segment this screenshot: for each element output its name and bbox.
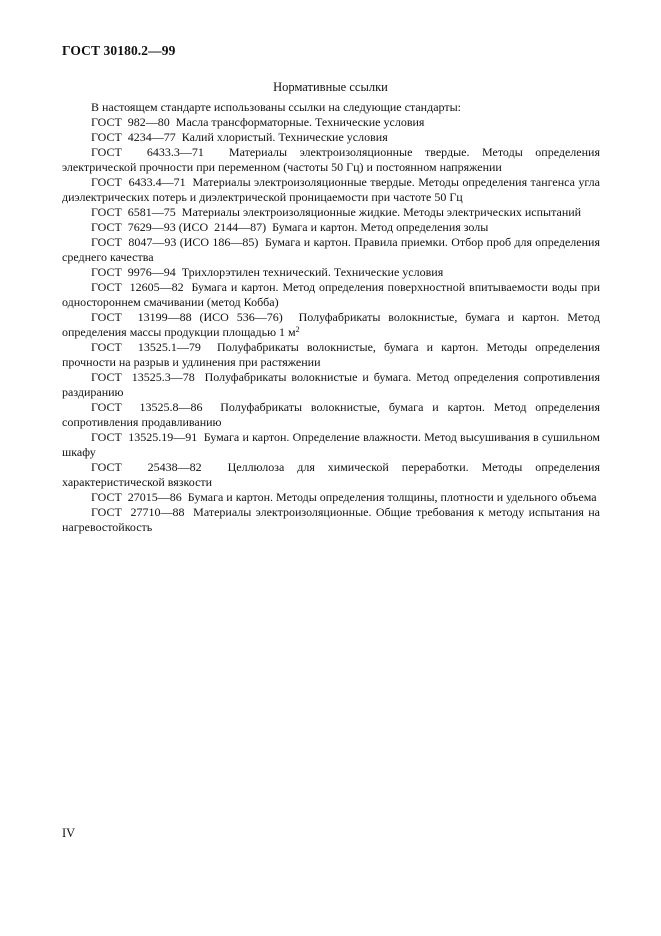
- reference-gost-8047: ГОСТ 8047—93 (ИСО 186—85) Бумага и картон. Правила приемки. Отбор проб для определения среднего качества: [62, 235, 603, 264]
- document-code-header: ГОСТ 30180.2—99: [62, 43, 176, 58]
- superscript-2: 2: [295, 325, 300, 334]
- reference-gost-9976: ГОСТ 9976—94 Трихлорэтилен технический. Технические условия: [91, 265, 444, 279]
- reference-gost-13525-19: ГОСТ 13525.19—91 Бумага и картон. Определение влажности. Метод высушивания в сушильном шкафу: [62, 430, 603, 459]
- reference-gost-13525-3: ГОСТ 13525.3—78 Полуфабрикаты волокнистые и бумага. Метод определения сопротивления раздиранию: [62, 370, 603, 399]
- reference-gost-27015: ГОСТ 27015—86 Бумага и картон. Методы определения толщины, плотности и удельного объема: [91, 490, 597, 504]
- reference-gost-12605: ГОСТ 12605—82 Бумага и картон. Метод определения поверхностной впитываемости воды при одностороннем смачивании (метод Кобба): [62, 280, 603, 309]
- intro-paragraph: В настоящем стандарте использованы ссылки на следующие стандарты:: [91, 100, 462, 114]
- references-body: [62, 100, 603, 535]
- reference-gost-6581: ГОСТ 6581—75 Материалы электроизоляционные жидкие. Методы электрических испытаний: [91, 205, 582, 219]
- page-number: IV: [62, 826, 76, 840]
- reference-gost-6433-4: ГОСТ 6433.4—71 Материалы электроизоляционные твердые. Методы определения тангенса угла диэлектрических потерь и диэлектрической проницаемости при частоте 50 Гц: [62, 175, 603, 204]
- reference-gost-6433-3: ГОСТ 6433.3—71 Материалы электроизоляционные твердые. Методы определения электрической прочности при переменном (частоты 50 Гц) и постоянном напряжении: [62, 145, 603, 174]
- reference-gost-13525-8: ГОСТ 13525.8—86 Полуфабрикаты волокнистые, бумага и картон. Метод определения сопротивления продавливанию: [62, 400, 603, 429]
- reference-gost-13525-1: ГОСТ 13525.1—79 Полуфабрикаты волокнистые, бумага и картон. Методы определения прочности на разрыв и удлинения при растяжении: [62, 340, 603, 369]
- reference-gost-27710: ГОСТ 27710—88 Материалы электроизоляционные. Общие требования к методу испытания на нагревостойкость: [62, 505, 603, 534]
- reference-gost-4234: ГОСТ 4234—77 Калий хлористый. Технические условия: [91, 130, 388, 144]
- section-title: Нормативные ссылки: [273, 80, 388, 94]
- reference-gost-7629: ГОСТ 7629—93 (ИСО 2144—87) Бумага и картон. Метод определения золы: [91, 220, 489, 234]
- reference-gost-982: ГОСТ 982—80 Масла трансформаторные. Технические условия: [91, 115, 425, 129]
- reference-gost-25438: ГОСТ 25438—82 Целлюлоза для химической переработки. Методы определения характеристической вязкости: [62, 460, 603, 489]
- reference-gost-13199-text: ГОСТ 13199—88 (ИСО 536—76) Полуфабрикаты волокнистые, бумага и картон. Метод определения массы продукции площадью 1 м: [62, 310, 603, 339]
- reference-gost-13199: [62, 310, 603, 340]
